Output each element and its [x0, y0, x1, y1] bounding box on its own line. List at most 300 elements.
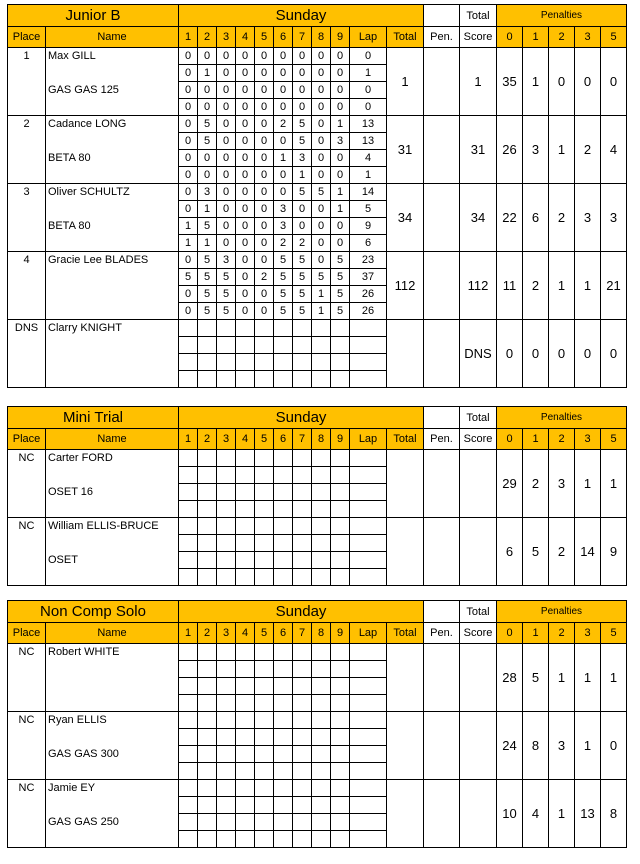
- total-score-header-bottom: Score: [460, 429, 497, 450]
- section-score: [331, 450, 350, 467]
- penalty-count: 0: [523, 320, 549, 388]
- section-score: 5: [217, 269, 236, 286]
- section-score: 1: [274, 150, 293, 167]
- section-score: [198, 712, 217, 729]
- rider-total-score: [460, 712, 497, 780]
- section-score: 0: [293, 82, 312, 99]
- section-score: [198, 661, 217, 678]
- section-score: 2: [255, 269, 274, 286]
- section-score: [293, 320, 312, 337]
- section-score: [312, 695, 331, 712]
- col-pen-header: Pen.: [424, 623, 460, 644]
- col-penalty-header: 0: [497, 623, 523, 644]
- section-score: 0: [255, 201, 274, 218]
- penalty-count: 3: [575, 184, 601, 252]
- section-score: [236, 644, 255, 661]
- section-score: 0: [198, 167, 217, 184]
- col-section-header: 9: [331, 623, 350, 644]
- col-section-header: 6: [274, 429, 293, 450]
- rider-place: DNS: [8, 320, 46, 388]
- section-score: 0: [312, 65, 331, 82]
- section-score: [198, 337, 217, 354]
- section-score: 0: [179, 116, 198, 133]
- section-score: 5: [293, 184, 312, 201]
- col-penalty-header: 3: [575, 623, 601, 644]
- rider-name: William ELLIS-BRUCE: [48, 520, 159, 532]
- section-score: 0: [331, 167, 350, 184]
- section-score: [255, 535, 274, 552]
- section-score: [198, 569, 217, 586]
- penalty-count: 3: [523, 116, 549, 184]
- lap-total: 5: [350, 201, 387, 218]
- section-score: 0: [293, 48, 312, 65]
- section-score: 1: [293, 167, 312, 184]
- rider-total: [387, 780, 424, 848]
- section-score: [274, 484, 293, 501]
- rider-lap-row: [8, 48, 627, 65]
- penalty-count: 0: [497, 320, 523, 388]
- section-score: 0: [236, 269, 255, 286]
- section-score: 5: [198, 303, 217, 320]
- section-score: [217, 450, 236, 467]
- section-score: [312, 729, 331, 746]
- section-score: [274, 780, 293, 797]
- lap-total: [350, 467, 387, 484]
- section-score: [236, 501, 255, 518]
- rider-lap-row: [8, 712, 627, 729]
- penalty-count: 0: [549, 320, 575, 388]
- rider-total: 1: [387, 48, 424, 116]
- section-score: [236, 371, 255, 388]
- header-row-columns: [8, 623, 627, 644]
- penalty-count: 1: [549, 252, 575, 320]
- section-score: [217, 814, 236, 831]
- section-score: [198, 797, 217, 814]
- penalty-count: 8: [523, 712, 549, 780]
- section-score: 0: [179, 286, 198, 303]
- col-penalty-header: 2: [549, 623, 575, 644]
- section-score: 0: [255, 235, 274, 252]
- section-score: 3: [274, 218, 293, 235]
- penalty-count: 13: [575, 780, 601, 848]
- col-pen-header: Pen.: [424, 429, 460, 450]
- section-score: 0: [198, 48, 217, 65]
- section-score: [179, 780, 198, 797]
- section-score: [179, 746, 198, 763]
- rider-total: [387, 450, 424, 518]
- lap-total: [350, 501, 387, 518]
- section-score: 5: [198, 286, 217, 303]
- lap-total: 26: [350, 303, 387, 320]
- class-title: Mini Trial: [8, 407, 179, 429]
- section-score: [217, 354, 236, 371]
- section-score: 0: [217, 201, 236, 218]
- penalty-count: 5: [523, 518, 549, 586]
- lap-total: [350, 354, 387, 371]
- lap-total: [350, 763, 387, 780]
- section-score: 0: [312, 235, 331, 252]
- lap-total: [350, 518, 387, 535]
- col-name-header: Name: [46, 27, 179, 48]
- section-score: 5: [331, 286, 350, 303]
- section-score: 5: [217, 286, 236, 303]
- section-score: [217, 712, 236, 729]
- section-score: [179, 695, 198, 712]
- section-score: 0: [312, 48, 331, 65]
- col-penalty-header: 2: [549, 27, 575, 48]
- section-score: 0: [217, 150, 236, 167]
- day-label: Sunday: [179, 407, 424, 429]
- lap-total: [350, 337, 387, 354]
- col-section-header: 5: [255, 27, 274, 48]
- section-score: [331, 644, 350, 661]
- rider-name-cell: [46, 644, 179, 712]
- section-score: 1: [331, 201, 350, 218]
- penalty-count: 1: [575, 644, 601, 712]
- section-score: [198, 371, 217, 388]
- rider-pen: [424, 252, 460, 320]
- section-score: [312, 552, 331, 569]
- lap-total: [350, 814, 387, 831]
- rider-pen: [424, 184, 460, 252]
- section-score: 0: [293, 201, 312, 218]
- section-score: [198, 831, 217, 848]
- section-score: [255, 644, 274, 661]
- rider-total-score: 112: [460, 252, 497, 320]
- rider-name-cell: [46, 184, 179, 252]
- section-score: [236, 569, 255, 586]
- section-score: [217, 337, 236, 354]
- rider-total: 31: [387, 116, 424, 184]
- section-score: 0: [255, 184, 274, 201]
- rider-place: NC: [8, 712, 46, 780]
- section-score: [236, 552, 255, 569]
- section-score: 5: [331, 269, 350, 286]
- rider-bike: OSET: [48, 554, 78, 566]
- section-score: 5: [179, 269, 198, 286]
- section-score: [312, 814, 331, 831]
- section-score: 5: [331, 303, 350, 320]
- section-score: [198, 467, 217, 484]
- section-score: 0: [179, 303, 198, 320]
- col-section-header: 1: [179, 429, 198, 450]
- col-section-header: 4: [236, 27, 255, 48]
- section-score: [255, 678, 274, 695]
- rider-place: NC: [8, 518, 46, 586]
- section-score: 5: [217, 303, 236, 320]
- section-score: 5: [293, 252, 312, 269]
- section-score: [255, 746, 274, 763]
- section-score: 0: [255, 65, 274, 82]
- penalty-count: 2: [523, 252, 549, 320]
- section-score: [236, 746, 255, 763]
- col-section-header: 9: [331, 429, 350, 450]
- section-score: 0: [274, 82, 293, 99]
- section-score: 0: [312, 82, 331, 99]
- section-score: 0: [331, 82, 350, 99]
- rider-name: Clarry KNIGHT: [48, 322, 122, 334]
- section-score: 3: [293, 150, 312, 167]
- rider-pen: [424, 644, 460, 712]
- section-score: 0: [217, 133, 236, 150]
- section-score: [274, 450, 293, 467]
- header-row-top: [8, 407, 627, 429]
- section-score: 0: [198, 99, 217, 116]
- section-score: [293, 746, 312, 763]
- section-score: [179, 371, 198, 388]
- section-score: 1: [312, 286, 331, 303]
- penalty-count: 2: [549, 184, 575, 252]
- lap-total: 26: [350, 286, 387, 303]
- section-score: 0: [255, 252, 274, 269]
- rider-lap-row: [8, 116, 627, 133]
- section-score: [312, 831, 331, 848]
- section-score: [274, 729, 293, 746]
- rider-lap-row: [8, 450, 627, 467]
- penalty-count: 35: [497, 48, 523, 116]
- col-section-header: 3: [217, 27, 236, 48]
- section-score: [255, 467, 274, 484]
- rider-total: 112: [387, 252, 424, 320]
- rider-bike: GAS GAS 300: [48, 748, 119, 760]
- section-score: 0: [179, 184, 198, 201]
- section-score: 0: [217, 82, 236, 99]
- rider-pen: [424, 518, 460, 586]
- section-score: [331, 695, 350, 712]
- section-score: [198, 678, 217, 695]
- rider-name: Robert WHITE: [48, 646, 120, 658]
- section-score: 5: [293, 303, 312, 320]
- section-score: [274, 501, 293, 518]
- section-score: [312, 354, 331, 371]
- lap-total: 6: [350, 235, 387, 252]
- section-score: [179, 484, 198, 501]
- section-score: [217, 695, 236, 712]
- section-score: 0: [255, 133, 274, 150]
- section-score: [236, 661, 255, 678]
- section-score: 5: [293, 269, 312, 286]
- section-score: [198, 484, 217, 501]
- section-score: [198, 780, 217, 797]
- section-score: [312, 746, 331, 763]
- col-place-header: Place: [8, 623, 46, 644]
- section-score: [293, 729, 312, 746]
- col-penalty-header: 3: [575, 429, 601, 450]
- section-score: [331, 518, 350, 535]
- section-score: 1: [312, 303, 331, 320]
- col-lap-header: Lap: [350, 623, 387, 644]
- section-score: [198, 501, 217, 518]
- section-score: 5: [312, 269, 331, 286]
- section-score: [293, 763, 312, 780]
- section-score: [179, 337, 198, 354]
- section-score: 0: [217, 235, 236, 252]
- section-score: [255, 763, 274, 780]
- section-score: [236, 450, 255, 467]
- section-score: [331, 552, 350, 569]
- section-score: [274, 831, 293, 848]
- section-score: [312, 450, 331, 467]
- col-section-header: 3: [217, 623, 236, 644]
- section-score: [217, 320, 236, 337]
- section-score: [255, 371, 274, 388]
- pen-header-spacer: [424, 601, 460, 623]
- section-score: [255, 484, 274, 501]
- header-row-top: [8, 601, 627, 623]
- section-score: [274, 467, 293, 484]
- section-score: [331, 535, 350, 552]
- rider-pen: [424, 320, 460, 388]
- section-score: [198, 814, 217, 831]
- section-score: [179, 712, 198, 729]
- rider-place: 4: [8, 252, 46, 320]
- total-score-header-bottom: Score: [460, 623, 497, 644]
- day-label: Sunday: [179, 5, 424, 27]
- section-score: [255, 712, 274, 729]
- section-score: [236, 484, 255, 501]
- section-score: [293, 831, 312, 848]
- section-score: 0: [217, 99, 236, 116]
- penalty-count: 0: [601, 712, 627, 780]
- section-score: 0: [179, 201, 198, 218]
- section-score: 0: [312, 99, 331, 116]
- col-section-header: 1: [179, 27, 198, 48]
- rider-total-score: [460, 780, 497, 848]
- rider-name-cell: [46, 48, 179, 116]
- section-score: 0: [236, 184, 255, 201]
- rider-name-cell: [46, 518, 179, 586]
- section-score: [274, 569, 293, 586]
- penalty-count: 0: [601, 48, 627, 116]
- rider-pen: [424, 116, 460, 184]
- section-score: [179, 552, 198, 569]
- section-score: [293, 535, 312, 552]
- section-score: 0: [255, 303, 274, 320]
- col-section-header: 2: [198, 429, 217, 450]
- section-score: [312, 661, 331, 678]
- lap-total: 13: [350, 133, 387, 150]
- section-score: 3: [198, 184, 217, 201]
- class-title: Junior B: [8, 5, 179, 27]
- section-score: 5: [274, 286, 293, 303]
- section-score: 0: [179, 99, 198, 116]
- penalty-count: 1: [601, 450, 627, 518]
- penalty-count: 1: [523, 48, 549, 116]
- rider-place: NC: [8, 780, 46, 848]
- section-score: 0: [312, 167, 331, 184]
- col-total-header: Total: [387, 623, 424, 644]
- total-score-header-bottom: Score: [460, 27, 497, 48]
- section-score: [331, 780, 350, 797]
- section-score: 1: [198, 235, 217, 252]
- section-score: 3: [331, 133, 350, 150]
- lap-total: 13: [350, 116, 387, 133]
- rider-total-score: [460, 450, 497, 518]
- rider-total-score: [460, 644, 497, 712]
- section-score: [236, 337, 255, 354]
- section-score: 5: [274, 303, 293, 320]
- penalty-count: 1: [575, 712, 601, 780]
- lap-total: [350, 746, 387, 763]
- penalty-count: 1: [575, 252, 601, 320]
- section-score: [293, 814, 312, 831]
- section-score: 0: [236, 286, 255, 303]
- section-score: 0: [179, 48, 198, 65]
- section-score: 0: [236, 150, 255, 167]
- section-score: 1: [198, 201, 217, 218]
- penalty-count: 10: [497, 780, 523, 848]
- lap-total: [350, 797, 387, 814]
- section-score: [293, 695, 312, 712]
- total-score-header-top: Total: [460, 407, 497, 429]
- section-score: 0: [236, 167, 255, 184]
- section-score: [312, 780, 331, 797]
- section-score: [255, 501, 274, 518]
- col-penalty-header: 1: [523, 429, 549, 450]
- lap-total: [350, 712, 387, 729]
- section-score: 0: [255, 286, 274, 303]
- section-score: [274, 695, 293, 712]
- section-score: 0: [236, 133, 255, 150]
- section-score: [255, 814, 274, 831]
- section-score: 0: [312, 218, 331, 235]
- section-score: [179, 678, 198, 695]
- rider-total: [387, 712, 424, 780]
- rider-place: NC: [8, 450, 46, 518]
- section-score: [293, 678, 312, 695]
- section-score: [312, 484, 331, 501]
- section-score: 1: [198, 65, 217, 82]
- section-score: [236, 354, 255, 371]
- rider-bike: GAS GAS 250: [48, 816, 119, 828]
- lap-total: [350, 729, 387, 746]
- lap-total: 1: [350, 65, 387, 82]
- rider-place: 3: [8, 184, 46, 252]
- section-score: 0: [331, 150, 350, 167]
- section-score: [331, 678, 350, 695]
- section-score: 5: [198, 133, 217, 150]
- section-score: [312, 467, 331, 484]
- section-score: [179, 814, 198, 831]
- section-score: [274, 371, 293, 388]
- section-score: [274, 797, 293, 814]
- penalty-count: 1: [601, 644, 627, 712]
- col-lap-header: Lap: [350, 429, 387, 450]
- section-score: [293, 797, 312, 814]
- section-score: 5: [274, 269, 293, 286]
- section-score: [331, 371, 350, 388]
- section-score: 3: [217, 252, 236, 269]
- lap-total: 4: [350, 150, 387, 167]
- section-score: [217, 746, 236, 763]
- rider-name-cell: [46, 320, 179, 388]
- lap-total: [350, 320, 387, 337]
- section-score: [179, 763, 198, 780]
- lap-total: [350, 371, 387, 388]
- section-score: [255, 729, 274, 746]
- results-table-non-comp-solo: [7, 600, 627, 848]
- section-score: [217, 518, 236, 535]
- section-score: [198, 518, 217, 535]
- section-score: 0: [236, 116, 255, 133]
- section-score: 0: [255, 48, 274, 65]
- rider-name: Jamie EY: [48, 782, 96, 794]
- lap-total: 14: [350, 184, 387, 201]
- section-score: [217, 797, 236, 814]
- section-score: 0: [293, 99, 312, 116]
- col-penalty-header: 0: [497, 27, 523, 48]
- section-score: [312, 712, 331, 729]
